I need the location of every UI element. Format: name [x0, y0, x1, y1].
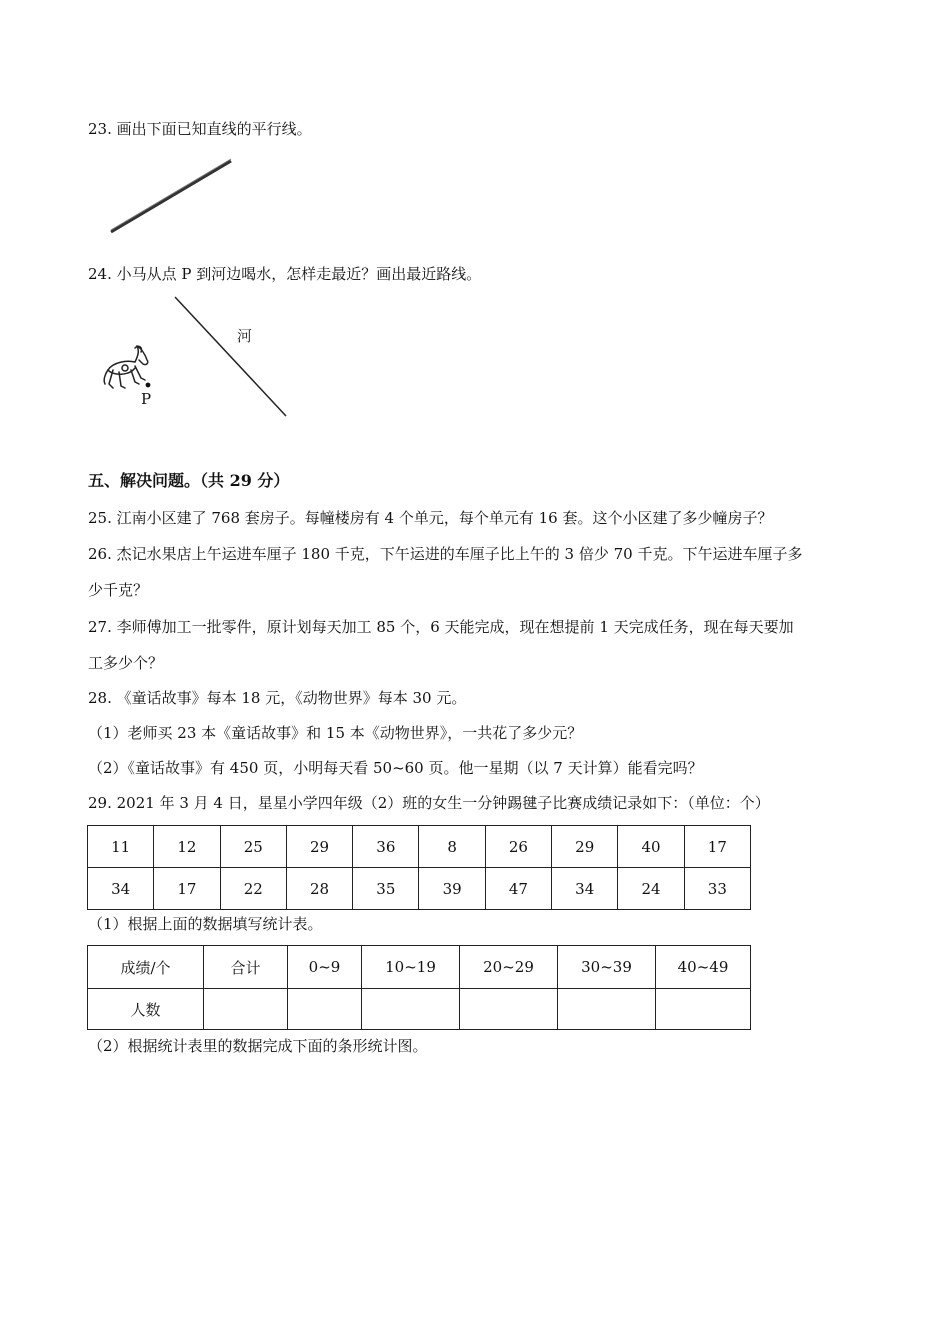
score-cell: 39	[419, 868, 485, 910]
stat-table	[87, 945, 751, 1030]
point-p	[146, 383, 151, 388]
stat-blank-cell[interactable]	[204, 989, 288, 1030]
score-cell: 36	[353, 826, 419, 868]
score-cell: 40	[618, 826, 684, 868]
section-title: 五、解决问题。（共 29 分）	[88, 471, 290, 490]
q27-text-line1: 27. 李师傅加工一批零件，原计划每天加工 85 个，6 天能完成，现在想提前 1 天完成任务，现在每天要加	[88, 618, 794, 636]
q27-text-line2: 工多少个？	[88, 654, 164, 672]
stat-blank-cell[interactable]	[362, 989, 460, 1030]
stat-blank-cell[interactable]	[656, 989, 751, 1030]
q28-text: 28. 《童话故事》每本 18 元，《动物世界》每本 30 元。	[88, 689, 467, 707]
q23-text: 23. 画出下面已知直线的平行线。	[88, 120, 312, 138]
stat-blank-cell[interactable]	[558, 989, 656, 1030]
point-p-label: P	[141, 390, 152, 408]
stat-blank-cell[interactable]	[288, 989, 362, 1030]
stat-header-cell: 20~29	[460, 946, 558, 989]
q24-text: 24. 小马从点 P 到河边喝水，怎样走最近？画出最近路线。	[88, 265, 482, 283]
stat-header-cell: 40~49	[656, 946, 751, 989]
stat-header-cell: 0~9	[288, 946, 362, 989]
stat-blank-cell[interactable]	[460, 989, 558, 1030]
horse-icon	[104, 346, 148, 388]
stat-header-cell: 10~19	[362, 946, 460, 989]
score-cell: 29	[286, 826, 352, 868]
river-line	[175, 297, 286, 416]
q26-text-line2: 少千克？	[88, 581, 149, 599]
score-cell: 35	[353, 868, 419, 910]
score-cell: 25	[220, 826, 286, 868]
score-cell: 11	[88, 826, 154, 868]
stat-row-label: 人数	[88, 989, 204, 1030]
table-row	[88, 946, 751, 989]
score-cell: 34	[552, 868, 618, 910]
stat-header-cell: 成绩/个	[88, 946, 204, 989]
table-row	[88, 868, 751, 910]
score-cell: 29	[552, 826, 618, 868]
score-cell: 34	[88, 868, 154, 910]
stat-header-cell: 合计	[204, 946, 288, 989]
score-cell: 47	[485, 868, 551, 910]
table-row	[88, 826, 751, 868]
score-cell: 33	[684, 868, 750, 910]
q28-sub2: （2）《童话故事》有 450 页，小明每天看 50~60 页。他一星期（以 7 天计算）能看完吗？	[88, 759, 703, 777]
table-row	[88, 989, 751, 1030]
q29-text: 29. 2021 年 3 月 4 日，星星小学四年级（2）班的女生一分钟踢毽子比赛成绩记录如下：（单位：个）	[88, 794, 770, 812]
q24-river-figure	[95, 290, 305, 425]
score-cell: 17	[154, 868, 220, 910]
score-cell: 28	[286, 868, 352, 910]
score-cell: 8	[419, 826, 485, 868]
stat-header-cell: 30~39	[558, 946, 656, 989]
q29-sub2: （2）根据统计表里的数据完成下面的条形统计图。	[88, 1037, 428, 1055]
river-label: 河	[237, 327, 253, 345]
score-cell: 12	[154, 826, 220, 868]
score-cell: 22	[220, 868, 286, 910]
scores-table	[87, 825, 751, 910]
q23-line-figure	[100, 150, 250, 245]
q29-sub1: （1）根据上面的数据填写统计表。	[88, 915, 323, 933]
q25-text: 25. 江南小区建了 768 套房子。每幢楼房有 4 个单元，每个单元有 16 套。这个小区建了多少幢房子？	[88, 509, 773, 527]
score-cell: 26	[485, 826, 551, 868]
score-cell: 17	[684, 826, 750, 868]
q28-sub1: （1）老师买 23 本《童话故事》和 15 本《动物世界》，一共花了多少元？	[88, 724, 583, 742]
score-cell: 24	[618, 868, 684, 910]
given-line	[111, 161, 231, 232]
q26-text-line1: 26. 杰记水果店上午运进车厘子 180 千克，下午运进的车厘子比上午的 3 倍少 70 千克。下午运进车厘子多	[88, 545, 803, 563]
